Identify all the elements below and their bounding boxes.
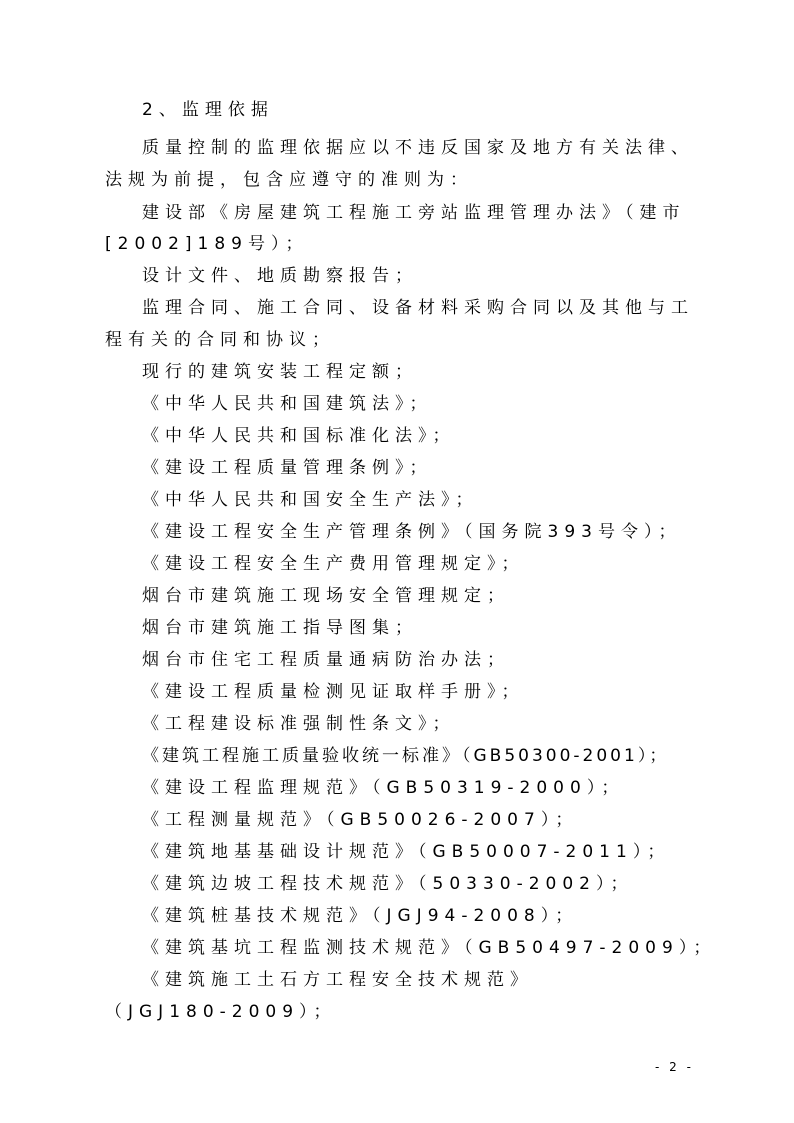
reference-item: 《建筑桩基技术规范》（JGJ94-2008）； [142,906,579,926]
reference-item: 烟台市建筑施工指导图集； [142,618,418,638]
reference-item: 烟台市建筑施工现场安全管理规定； [142,586,510,606]
reference-item: 设计文件、地质勘察报告； [142,266,418,286]
section-heading: 2、监理依据 [142,100,274,120]
reference-item: 《建筑工程施工质量验收统一标准》（GB50300-2001）； [142,746,670,766]
reference-item: 《建设工程安全生产管理条例》（国务院393号令）； [142,522,682,542]
reference-item: 《建设工程监理规范》（GB50319-2000）； [142,778,625,798]
reference-item: 《工程建设标准强制性条文》； [142,714,456,734]
reference-item: 烟台市住宅工程质量通病防治办法； [142,650,510,670]
reference-item: 《建筑基坑工程监测技术规范》（GB50497-2009）； [142,938,717,958]
reference-item: [2002]189号）； [105,234,309,254]
paragraph-line: 质量控制的监理依据应以不违反国家及地方有关法律、 [142,138,694,158]
reference-item: 《建设工程质量管理条例》； [142,458,433,478]
reference-item: （JGJ180-2009）； [105,1002,337,1022]
reference-item: 《中华人民共和国建筑法》； [142,394,433,414]
reference-item: 《建筑地基基础设计规范》（GB50007-2011）； [142,842,671,862]
paragraph-line: 法规为前提，包含应遵守的准则为： [105,170,473,190]
reference-item: 现行的建筑安装工程定额； [142,362,418,382]
reference-item: 建设部《房屋建筑工程施工旁站监理管理办法》（建市 [142,203,686,223]
reference-item: 《建设工程质量检测见证取样手册》； [142,682,525,702]
reference-item: 《中华人民共和国标准化法》； [142,426,456,446]
reference-item: 程有关的合同和协议； [105,330,335,350]
reference-item: 《工程测量规范》（GB50026-2007）； [142,810,579,830]
reference-item: 监理合同、施工合同、设备材料采购合同以及其他与工 [142,298,694,318]
reference-item: 《建设工程安全生产费用管理规定》； [142,554,525,574]
page-number: - 2 - [655,1060,694,1074]
reference-item: 《中华人民共和国安全生产法》； [142,490,479,510]
reference-item: 《建筑施工土石方工程安全技术规范》 [142,970,533,990]
reference-item: 《建筑边坡工程技术规范》（50330-2002）； [142,874,634,894]
